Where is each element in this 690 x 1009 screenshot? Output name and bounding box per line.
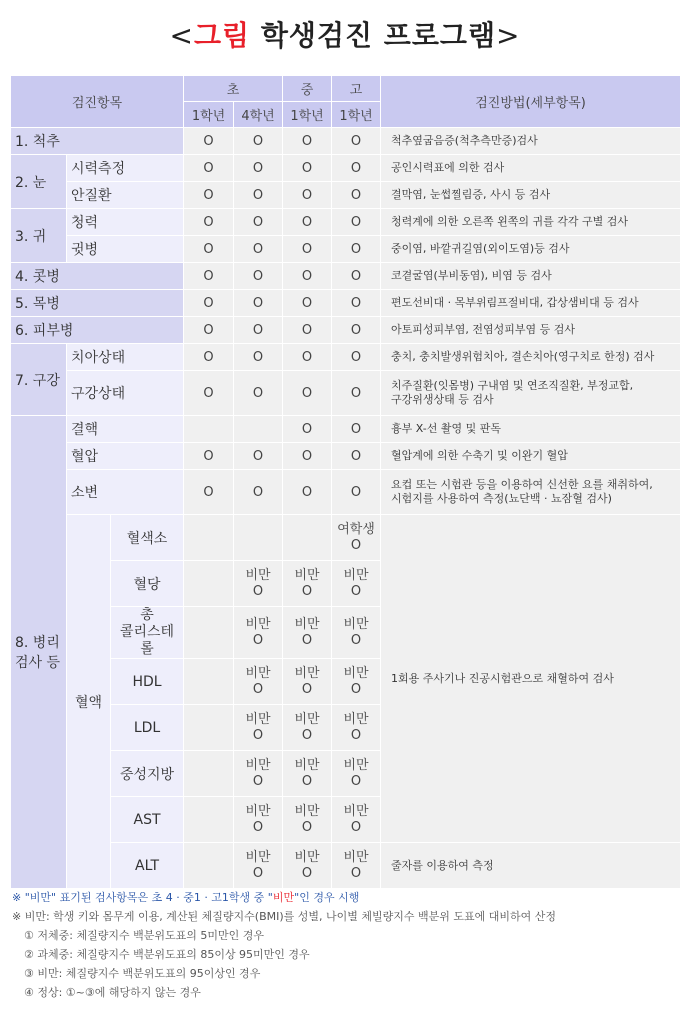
mark xyxy=(234,416,283,443)
mark: O xyxy=(184,209,234,236)
title-open-bracket: < xyxy=(169,19,194,52)
mark: O xyxy=(184,290,234,317)
mark-circle: O xyxy=(252,865,264,881)
mark-obese xyxy=(332,659,381,705)
row-label-throat: 5. 목병 xyxy=(11,290,184,317)
mark-female xyxy=(332,515,381,561)
mark: O xyxy=(283,263,332,290)
mark-note: 비만 xyxy=(343,567,369,583)
note-text: "인 경우 시행 xyxy=(294,891,360,904)
mark xyxy=(234,515,283,561)
blood-item-triglyceride: 중성지방 xyxy=(111,751,184,797)
method-hearing: 청력계에 의한 오른쪽 왼쪽의 귀를 각각 구별 검사 xyxy=(381,209,681,236)
mark-obese xyxy=(234,561,283,607)
method-blood: 1회용 주사기나 진공시험관으로 채혈하여 검사 xyxy=(381,515,681,843)
row-label-oral: 7. 구강 xyxy=(11,344,67,416)
method-spine: 척추옆굽음증(척추측만증)검사 xyxy=(381,128,681,155)
mark xyxy=(184,515,234,561)
footnote-obese: ③ 비만: 체질량지수 백분위도표의 95이상인 경우 xyxy=(24,967,261,980)
mark-obese xyxy=(283,607,332,659)
blood-item-ast: AST xyxy=(111,797,184,843)
mark-note: 비만 xyxy=(343,665,369,681)
mark-note: 비만 xyxy=(245,803,271,819)
label-line: 8. 병리 xyxy=(15,635,60,651)
mark: O xyxy=(184,443,234,470)
mark-note: 여학생 xyxy=(337,521,375,537)
title-highlight: 그림 xyxy=(194,19,251,52)
mark: O xyxy=(234,182,283,209)
mark-note: 비만 xyxy=(245,616,271,632)
mark-obese xyxy=(332,797,381,843)
mark-circle: O xyxy=(350,537,362,553)
method-ear-disease: 중이염, 바깥귀길염(외이도염)등 검사 xyxy=(381,236,681,263)
footnote-obese-condition xyxy=(12,888,682,907)
method-urine xyxy=(381,470,681,515)
mark-circle: O xyxy=(301,681,313,697)
checkup-table xyxy=(10,75,681,889)
mark-circle: O xyxy=(350,773,362,789)
mark: O xyxy=(283,443,332,470)
mark-circle: O xyxy=(350,583,362,599)
sub-label-ear-disease: 귓병 xyxy=(67,236,184,263)
mark-note: 비만 xyxy=(294,849,320,865)
sub-label-teeth: 치아상태 xyxy=(67,344,184,371)
mark xyxy=(184,416,234,443)
header-method: 검진방법(세부항목) xyxy=(381,76,681,128)
mark-obese xyxy=(332,561,381,607)
header-elementary: 초 xyxy=(184,76,283,102)
row-label-ear: 3. 귀 xyxy=(11,209,67,263)
mark-obese xyxy=(283,797,332,843)
mark xyxy=(184,751,234,797)
method-bp: 혈압계에 의한 수축기 및 이완기 혈압 xyxy=(381,443,681,470)
sub-label-urine: 소변 xyxy=(67,470,184,515)
blood-item-ldl: LDL xyxy=(111,705,184,751)
header-elem-grade4: 4학년 xyxy=(234,102,283,128)
title-text: 학생검진 프로그램 xyxy=(250,19,496,52)
mark: O xyxy=(234,209,283,236)
mark-circle: O xyxy=(252,681,264,697)
mark: O xyxy=(184,182,234,209)
method-line: 시험지를 사용하여 측정(뇨단백 · 뇨잠혈 검사) xyxy=(391,492,612,505)
method-teeth: 충치, 충치발생위험치아, 결손치아(영구치로 한정) 검사 xyxy=(381,344,681,371)
footnote-underweight: ① 저체중: 체질량지수 백분위도표의 5미만인 경우 xyxy=(24,929,264,942)
sub-label-bp: 혈압 xyxy=(67,443,184,470)
mark-note: 비만 xyxy=(343,616,369,632)
mark-obese xyxy=(332,607,381,659)
mark xyxy=(184,705,234,751)
header-elem-grade1: 1학년 xyxy=(184,102,234,128)
footnotes xyxy=(12,888,682,1002)
mark: O xyxy=(283,182,332,209)
mark-note: 비만 xyxy=(245,757,271,773)
mark: O xyxy=(283,416,332,443)
note-text: ※ "비만" 표기된 검사항목은 초 4 · 중1 · 고1학생 중 " xyxy=(12,891,273,904)
mark: O xyxy=(332,317,381,344)
mark: O xyxy=(332,470,381,515)
method-throat: 편도선비대 · 목부위림프절비대, 갑상샘비대 등 검사 xyxy=(381,290,681,317)
mark: O xyxy=(332,344,381,371)
mark-note: 비만 xyxy=(343,803,369,819)
mark: O xyxy=(234,155,283,182)
mark-note: 비만 xyxy=(294,567,320,583)
mark-obese xyxy=(283,843,332,889)
sub-label-blood: 혈액 xyxy=(67,515,111,889)
mark-circle: O xyxy=(350,819,362,835)
mark-circle: O xyxy=(350,727,362,743)
page-title xyxy=(0,14,690,54)
method-vision: 공인시력표에 의한 검사 xyxy=(381,155,681,182)
mark-circle: O xyxy=(252,727,264,743)
mark: O xyxy=(332,263,381,290)
row-label-spine: 1. 척추 xyxy=(11,128,184,155)
mark-circle: O xyxy=(301,727,313,743)
row-label-eye: 2. 눈 xyxy=(11,155,67,209)
mark: O xyxy=(283,128,332,155)
mark xyxy=(283,515,332,561)
method-line: 요컵 또는 시험관 등을 이용하여 신선한 요를 채취하여, xyxy=(391,478,653,491)
method-alt: 줄자를 이용하여 측정 xyxy=(381,843,681,889)
title-close-bracket: > xyxy=(496,19,521,52)
mark: O xyxy=(283,371,332,416)
method-line: 치주질환(잇몸병) 구내염 및 연조직질환, 부정교합, xyxy=(391,379,634,392)
note-highlight: 비만 xyxy=(272,891,295,904)
mark-circle: O xyxy=(252,819,264,835)
mark-circle: O xyxy=(350,632,362,648)
mark: O xyxy=(283,344,332,371)
label-line: 총 xyxy=(140,607,154,623)
mark: O xyxy=(184,155,234,182)
mark-circle: O xyxy=(350,681,362,697)
mark: O xyxy=(283,290,332,317)
mark: O xyxy=(184,470,234,515)
mark-obese xyxy=(283,751,332,797)
mark-obese xyxy=(234,607,283,659)
mark-obese xyxy=(332,843,381,889)
blood-item-cholesterol xyxy=(111,607,184,659)
mark-obese xyxy=(234,843,283,889)
mark-circle: O xyxy=(252,583,264,599)
mark xyxy=(184,797,234,843)
footnote-obese-definition: ※ 비만: 학생 키와 몸무게 이용, 계산된 체질량지수(BMI)를 성별, 나이별 체빌량지수 백분위 도표에 대비하여 산정 xyxy=(12,910,557,923)
mark: O xyxy=(332,236,381,263)
mark: O xyxy=(283,470,332,515)
mark: O xyxy=(234,128,283,155)
mark: O xyxy=(234,263,283,290)
method-tb: 흉부 X-선 촬영 및 판독 xyxy=(381,416,681,443)
mark-note: 비만 xyxy=(294,803,320,819)
mark-obese xyxy=(283,705,332,751)
mark-note: 비만 xyxy=(245,665,271,681)
mark: O xyxy=(332,416,381,443)
mark-note: 비만 xyxy=(294,616,320,632)
mark-note: 비만 xyxy=(245,567,271,583)
mark: O xyxy=(332,443,381,470)
mark: O xyxy=(184,371,234,416)
sub-label-eye-disease: 안질환 xyxy=(67,182,184,209)
mark: O xyxy=(184,128,234,155)
method-nose: 코곁굴염(부비동염), 비염 등 검사 xyxy=(381,263,681,290)
mark-circle: O xyxy=(301,632,313,648)
row-label-lab xyxy=(11,416,67,889)
method-skin: 아토피성피부염, 전염성피부염 등 검사 xyxy=(381,317,681,344)
mark: O xyxy=(283,236,332,263)
sub-label-hearing: 청력 xyxy=(67,209,184,236)
mark-circle: O xyxy=(301,583,313,599)
mark-obese xyxy=(234,751,283,797)
mark-note: 비만 xyxy=(343,849,369,865)
method-mouth xyxy=(381,371,681,416)
mark-obese xyxy=(283,561,332,607)
mark: O xyxy=(184,263,234,290)
mark: O xyxy=(283,317,332,344)
mark-obese xyxy=(332,751,381,797)
label-line: 검사 등 xyxy=(15,655,61,671)
mark-note: 비만 xyxy=(294,665,320,681)
mark: O xyxy=(332,182,381,209)
header-high-grade1: 1학년 xyxy=(332,102,381,128)
mark: O xyxy=(283,209,332,236)
mark-note: 비만 xyxy=(294,757,320,773)
mark-obese xyxy=(332,705,381,751)
header-item: 검진항목 xyxy=(11,76,184,128)
mark: O xyxy=(332,128,381,155)
header-middle: 중 xyxy=(283,76,332,102)
mark-obese xyxy=(234,797,283,843)
mark-note: 비만 xyxy=(343,711,369,727)
sub-label-mouth: 구강상태 xyxy=(67,371,184,416)
mark: O xyxy=(283,155,332,182)
mark xyxy=(184,659,234,705)
label-line: 콜리스테롤 xyxy=(119,624,175,657)
mark-obese xyxy=(234,705,283,751)
header-middle-grade1: 1학년 xyxy=(283,102,332,128)
mark-note: 비만 xyxy=(245,849,271,865)
mark-circle: O xyxy=(301,865,313,881)
mark-circle: O xyxy=(252,632,264,648)
mark: O xyxy=(184,236,234,263)
mark: O xyxy=(234,470,283,515)
mark: O xyxy=(234,344,283,371)
sub-label-vision: 시력측정 xyxy=(67,155,184,182)
mark-circle: O xyxy=(252,773,264,789)
mark-note: 비만 xyxy=(245,711,271,727)
mark: O xyxy=(234,371,283,416)
method-line: 구강위생상태 등 검사 xyxy=(391,393,494,406)
mark: O xyxy=(234,290,283,317)
mark: O xyxy=(332,155,381,182)
header-high: 고 xyxy=(332,76,381,102)
blood-item-alt: ALT xyxy=(111,843,184,889)
mark: O xyxy=(184,317,234,344)
sub-label-tb: 결핵 xyxy=(67,416,184,443)
row-label-skin: 6. 피부병 xyxy=(11,317,184,344)
mark xyxy=(184,607,234,659)
blood-item-glucose: 혈당 xyxy=(111,561,184,607)
mark: O xyxy=(332,290,381,317)
mark-note: 비만 xyxy=(294,711,320,727)
method-eye-disease: 결막염, 눈썹찔림증, 사시 등 검사 xyxy=(381,182,681,209)
mark-circle: O xyxy=(350,865,362,881)
mark xyxy=(184,843,234,889)
mark: O xyxy=(234,443,283,470)
mark xyxy=(184,561,234,607)
blood-item-hdl: HDL xyxy=(111,659,184,705)
mark: O xyxy=(234,317,283,344)
mark-circle: O xyxy=(301,773,313,789)
mark: O xyxy=(332,209,381,236)
mark-obese xyxy=(283,659,332,705)
mark-obese xyxy=(234,659,283,705)
mark: O xyxy=(184,344,234,371)
mark: O xyxy=(332,371,381,416)
footnote-normal: ④ 정상: ①~③에 해당하지 않는 경우 xyxy=(24,986,201,999)
blood-item-hemoglobin: 혈색소 xyxy=(111,515,184,561)
row-label-nose: 4. 콧병 xyxy=(11,263,184,290)
mark-note: 비만 xyxy=(343,757,369,773)
mark-circle: O xyxy=(301,819,313,835)
mark: O xyxy=(234,236,283,263)
footnote-overweight: ② 과체중: 체질량지수 백분위도표의 85이상 95미만인 경우 xyxy=(24,948,310,961)
